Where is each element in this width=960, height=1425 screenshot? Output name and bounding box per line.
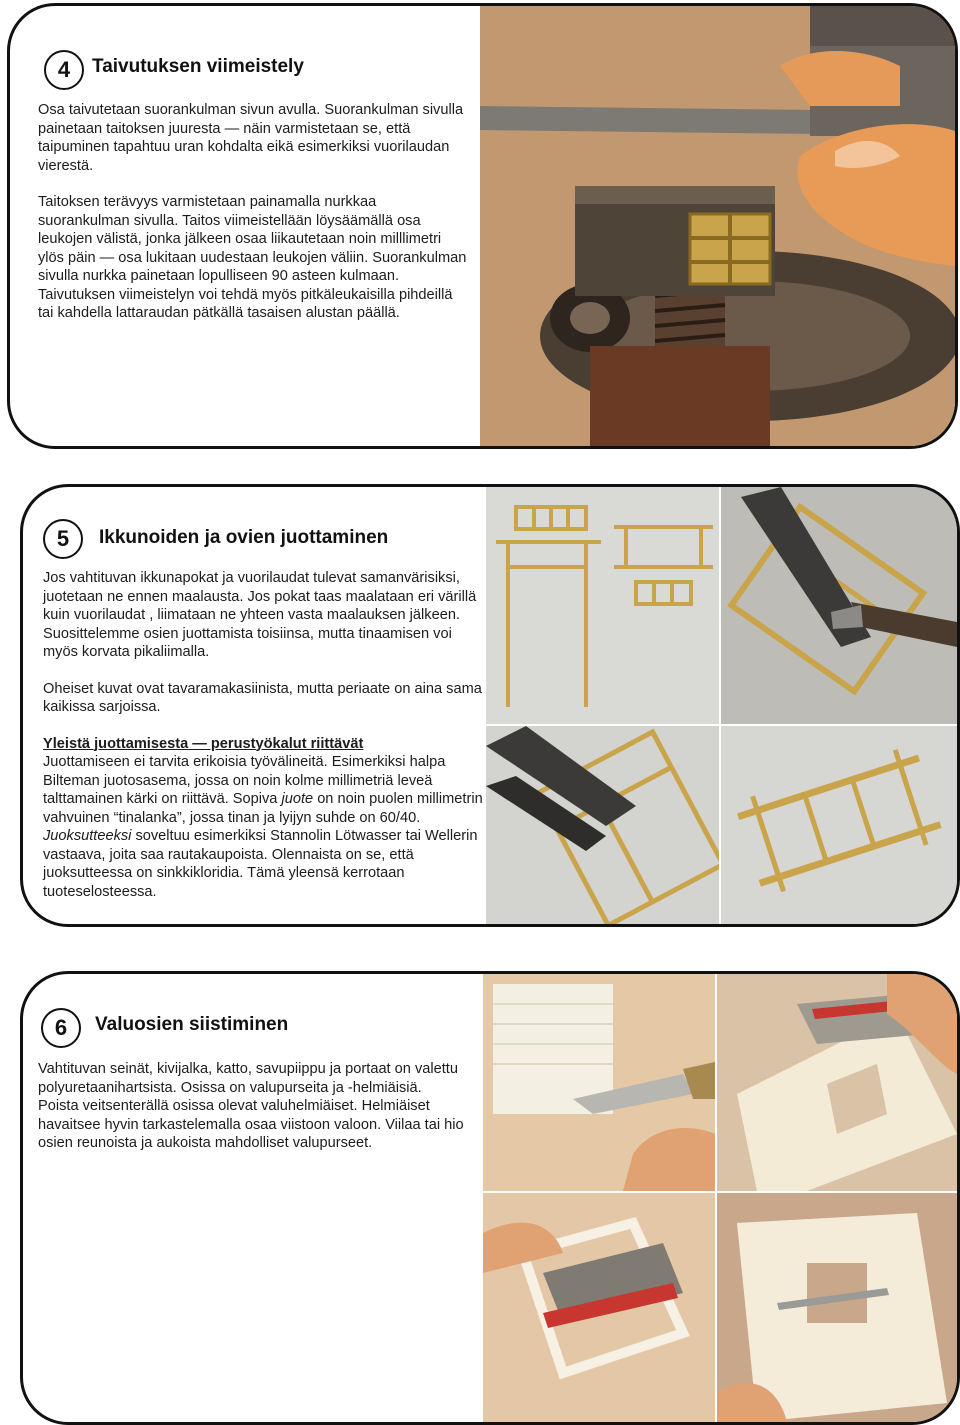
section-4-paragraph-2: Taitoksen terävyys varmistetaan painamalla nurkkaa suorankulman sivulla. Taitos viimeistellään löysäämällä osa leukojen välistä, jonka jälkeen osaa liikautetaan noin milllimetri ylös päin — osa lukitaan uudestaan leukojen väliin. Suorankulman sivulla nurkka painetaan lopulliseen 90 asteen kulmaan. Taivutuksen viimeistelyn voi tehdä myös pitkäleukaisilla pihdeillä tai kahdella lattaraudan pätkällä tasaisen alustan päällä. [38,194,467,321]
filing-wall-photo [717,974,957,1191]
section-5-card [20,484,960,927]
section-5-title: Ikkunoiden ja ovien juottaminen [99,527,389,548]
section-4-title: Taivutuksen viimeistely [92,56,304,77]
section-6-card [20,971,960,1425]
clamped-frame-photo [486,726,719,924]
section-6-paragraph-2: Poista veitsenterällä osissa olevat valuhelmiäiset. Helmiäiset havaitsee hyvin tarkastelemalla osaa viistoon valoon. Viilaa tai hio osien reunoista ja aukoista mahdolliset valupurseet. [38,1098,464,1151]
soldering-photo [721,487,957,724]
section-5-paragraph-4: Juottamiseen ei tarvita erikoisia työvälineitä. Esimerkiksi halpa Bilteman juotosasema, jossa on noin kolme millimetriä leveä talttamainen kärki on riittävä. Sopiva juote on noin puolen millimetrin vahvuinen “tinalanka”, jossa tinan ja lyijyn suhde on 60/40. Juoksutteeksi soveltuu esimerkiksi Stannolin Lötwasser tai Wellerin vastaava, joita saa rautakaupoista. Olennaista on se, että juoksutteessa on sinkkikloridia. Tämä yleensä kerrotaan tuoteselosteessa. [43,754,483,900]
step-number-4: 4 [44,50,84,90]
section-5-text [43,569,483,901]
step-number-5: 5 [43,519,83,559]
section-6-paragraph-1: Vahtituvan seinät, kivijalka, katto, savupiippu ja portaat on valettu polyuretaanihartsista. Osissa on valupurseita ja -helmiäisiä. [38,1061,458,1096]
section-5-paragraph-3: Oheiset kuvat ovat tavaramakasiinista, mutta periaate on aina sama kaikissa sarjoissa. [43,680,482,715]
knife-trimming-photo [483,974,715,1191]
filing-opening-photo [717,1193,957,1422]
vise-bending-photo [480,6,955,446]
section-6-title: Valuosien siistiminen [95,1014,289,1035]
section-4-text [38,101,470,323]
section-5-paragraph-1: Jos vahtituvan ikkunapokat ja vuorilaudat tulevat samanvärisiksi, juotetaan ne ennen maalausta. Jos pokat taas maalataan eri värillä kuin vuorilaudat , liimataan ne yhteen vasta maalauksen jälkeen. [43,570,477,623]
brass-parts-photo [486,487,719,724]
section-5-subheading: Yleistä juottamisesta — perustyökalut riittävät [43,735,364,752]
finished-window-photo [721,726,957,924]
section-6-text [38,1060,478,1153]
section-5-paragraph-2: Suosittelemme osien juottamista toisiinsa, mutta tinaamisen voi myös korvata pikaliimalla. [43,625,452,660]
section-4-card [7,3,958,449]
sanding-frame-photo [483,1193,715,1422]
section-4-paragraph-1: Osa taivutetaan suorankulman sivun avulla. Suorankulman sivulla painetaan taitoksen juuresta — näin varmistetaan se, että taipuminen tapahtuu uran kohdalta eikä esimerkiksi vuorilaudan vierestä. [38,102,464,174]
step-number-6: 6 [41,1008,81,1048]
